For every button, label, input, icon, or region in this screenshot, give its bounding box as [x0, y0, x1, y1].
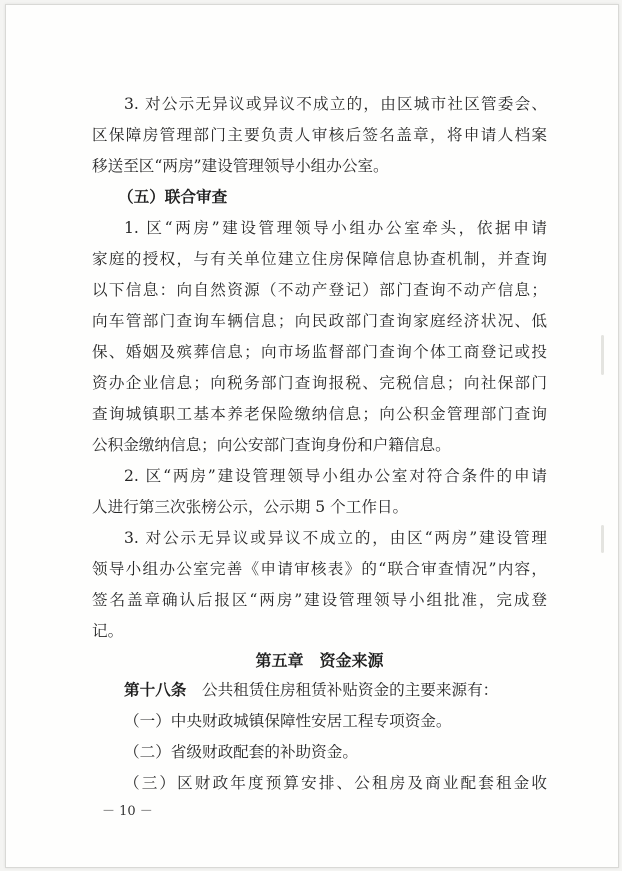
text-line: 2. 区“两房”建设管理领导小组办公室对符合条件的申请 [124, 467, 547, 485]
text-line: 3. 对公示无异议或异议不成立的，由区“两房”建设管理 [124, 529, 547, 547]
text-line: 以下信息：向自然资源（不动产登记）部门查询不动产信息； [92, 281, 547, 299]
text-line: 区保障房管理部门主要负责人审核后签名盖章，将申请人档案 [92, 126, 547, 144]
text-line: 查询城镇职工基本养老保险缴纳信息；向公积金管理部门查询 [92, 405, 547, 423]
document-page [5, 4, 619, 868]
scan-mark [601, 525, 604, 553]
article-line [124, 679, 547, 701]
list-item: （三）区财政年度预算安排、公租房及商业配套租金收 [124, 774, 547, 792]
text-line: 人进行第三次张榜公示，公示期 5 个工作日。 [92, 498, 409, 516]
scan-mark [601, 335, 604, 375]
text-line: 资办企业信息；向税务部门查询报税、完税信息；向社保部门 [92, 374, 547, 392]
text-line: 家庭的授权，与有关单位建立住房保障信息协查机制，并查询 [92, 250, 547, 268]
list-item: （一）中央财政城镇保障性安居工程专项资金。 [124, 712, 452, 730]
text-line: 公积金缴纳信息；向公安部门查询身份和户籍信息。 [92, 436, 451, 454]
text-line: 向车管部门查询车辆信息；向民政部门查询家庭经济状况、低 [92, 312, 547, 330]
text-line: 移送至区“两房”建设管理领导小组办公室。 [92, 157, 389, 175]
section-heading: （五）联合审查 [118, 188, 228, 206]
article-text: 公共租赁住房租赁补贴资金的主要来源有： [186, 681, 499, 699]
text-line: 3. 对公示无异议或异议不成立的，由区城市社区管委会、 [124, 95, 547, 113]
text-line: 签名盖章确认后报区“两房”建设管理领导小组批准，完成登 [92, 591, 547, 609]
article-label: 第十八条 [124, 681, 187, 699]
chapter-title: 第五章 资金来源 [255, 651, 384, 670]
text-line: 保、婚姻及殡葬信息；向市场监督部门查询个体工商登记或投 [92, 343, 547, 361]
page-number: － 10 － [102, 804, 153, 819]
text-line: 记。 [92, 622, 124, 640]
text-line: 1. 区“两房”建设管理领导小组办公室牵头，依据申请 [124, 219, 547, 237]
list-item: （二）省级财政配套的补助资金。 [124, 743, 358, 761]
text-line: 领导小组办公室完善《申请审核表》的“联合审查情况”内容， [92, 560, 547, 578]
